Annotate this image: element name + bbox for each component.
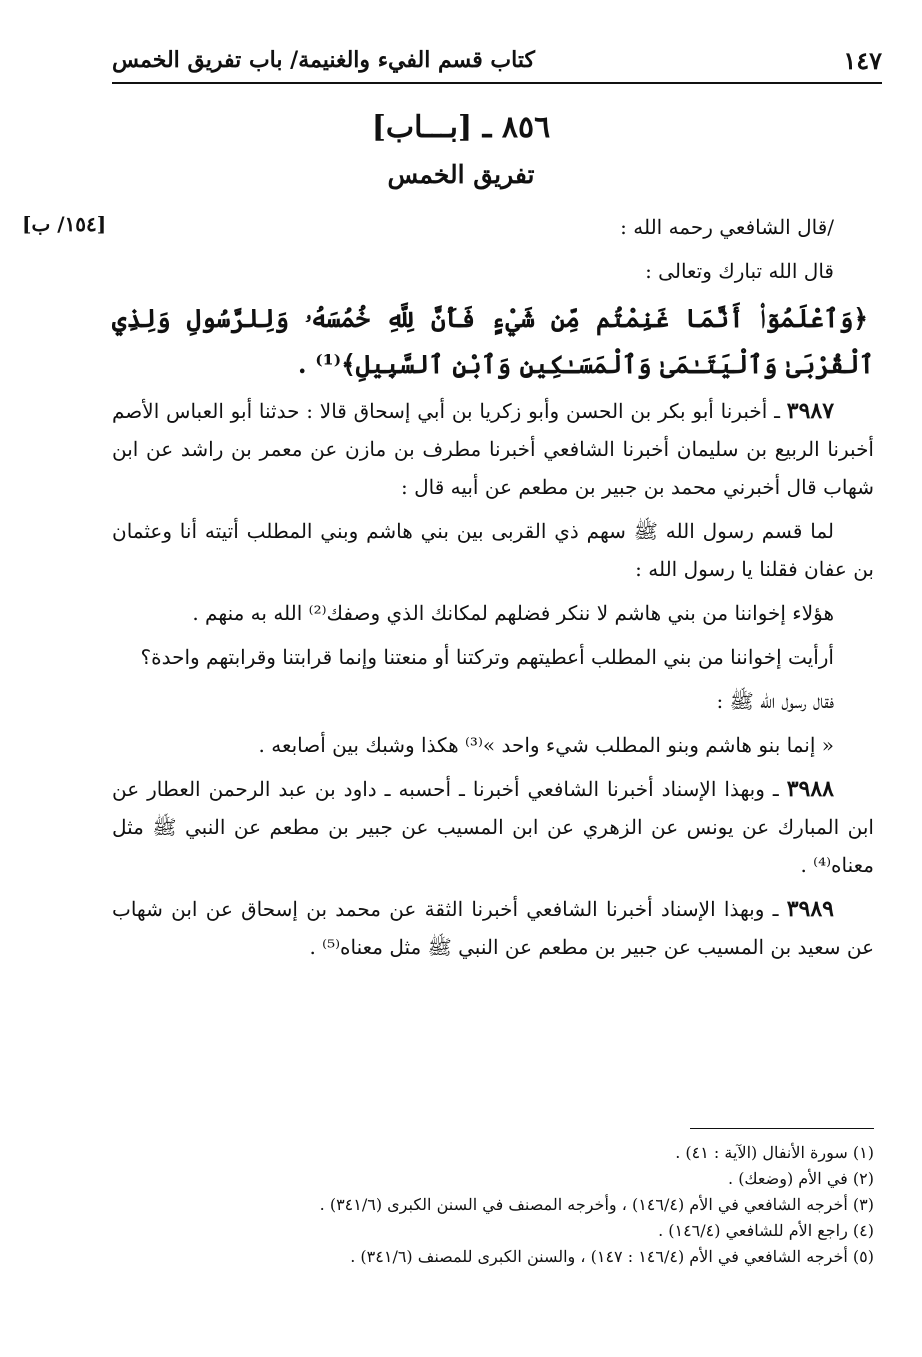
hadith-paragraph [112,392,874,506]
hadith-number: ٣٩٨٧ [786,398,835,424]
footnote: (٢) في الأم (وضعك) . [728,1169,874,1188]
main-text [112,208,874,972]
header-rule [112,82,882,84]
quran-verse: ﴿وَٱعْلَمُوٓا۟ أَنَّمَا غَنِمْتُم مِّن شَيْءٍ فَأَنَّ لِلَّهِ خُمُسَهُۥ وَلِلرَّسُولِ وَلِذِي ٱلْقُرْبَىٰ وَٱلْيَتَـٰمَىٰ وَٱلْمَسَـٰكِينِ وَٱبْنِ ٱلسَّبِيلِ﴾⁽¹⁾ . [112,304,874,379]
chapter-title: تفريق الخمس [387,160,535,189]
paragraph: فقال رسول الله ﷺ : [716,689,834,713]
footnote: (٤) راجع الأم للشافعي (١٤٦/٤) . [658,1221,874,1240]
intro-line: قال الله تبارك وتعالى : [645,259,834,283]
chapter-number: ٨٥٦ ـ [بـــاب] [371,110,551,145]
hadith-text: ـ وبهذا الإسناد أخبرنا الشافعي أخبرنا الثقة عن محمد بن إسحاق عن ابن شهاب عن سعيد بن المسيب عن جبير بن مطعم عن النبي ﷺ مثل معناه⁽⁵⁾ . [112,897,874,959]
hadith-text: ـ وبهذا الإسناد أخبرنا الشافعي أخبرنا ـ أحسبه ـ داود بن عبد الرحمن العطار عن ابن المبارك عن يونس عن الزهري عن ابن المسيب عن جبير بن مطعم عن النبي ﷺ مثل معناه⁽⁴⁾ . [112,777,874,877]
hadith-text: ـ أخبرنا أبو بكر بن الحسن وأبو زكريا بن أبي إسحاق قالا : حدثنا أبو العباس الأصم أخبرنا الربيع بن سليمان أخبرنا الشافعي أخبرنا مطرف بن مازن عن معمر بن راشد عن ابن شهاب قال أخبرني محمد بن جبير بن مطعم عن أبيه قال : [112,399,874,499]
paragraph: لما قسم رسول الله ﷺ سهم ذي القربى بين بني هاشم وبني المطلب أتيته أنا وعثمان بن عفان فقلنا يا رسول الله : [112,519,874,581]
running-header [112,40,882,80]
running-header-title: كتاب قسم الفيء والغنيمة/ باب تفريق الخمس [112,47,535,73]
footnotes [112,1140,874,1270]
footnote-rule [690,1128,874,1129]
paragraph: هؤلاء إخواننا من بني هاشم لا ننكر فضلهم لمكانك الذي وصفك⁽²⁾ الله به منهم . [192,601,834,625]
intro-line: /قال الشافعي رحمه الله : [620,215,834,239]
manuscript-folio-ref: [١٥٤/ ب] [22,212,107,236]
hadith-paragraph [112,890,874,966]
paragraph: أرأيت إخواننا من بني المطلب أعطيتهم وتركتنا أو منعتنا وإنما قرابتنا وقرابتهم واحدة؟ [140,645,834,669]
page-number: ١٤٧ [843,45,882,75]
footnote: (٥) أخرجه الشافعي في الأم (١٤٦/٤ : ١٤٧) ، والسنن الكبرى للمصنف (٣٤١/٦) . [350,1247,874,1266]
hadith-paragraph [112,770,874,884]
hadith-number: ٣٩٨٩ [786,896,834,922]
hadith-number: ٣٩٨٨ [786,776,834,802]
footnote: (٣) أخرجه الشافعي في الأم (١٤٦/٤) ، وأخرجه المصنف في السنن الكبرى (٣٤١/٦) . [319,1195,874,1214]
paragraph: « إنما بنو هاشم وبنو المطلب شيء واحد »⁽³⁾ هكذا وشبك بين أصابعه . [258,733,834,757]
footnote: (١) سورة الأنفال (الآية : ٤١) . [675,1143,874,1162]
